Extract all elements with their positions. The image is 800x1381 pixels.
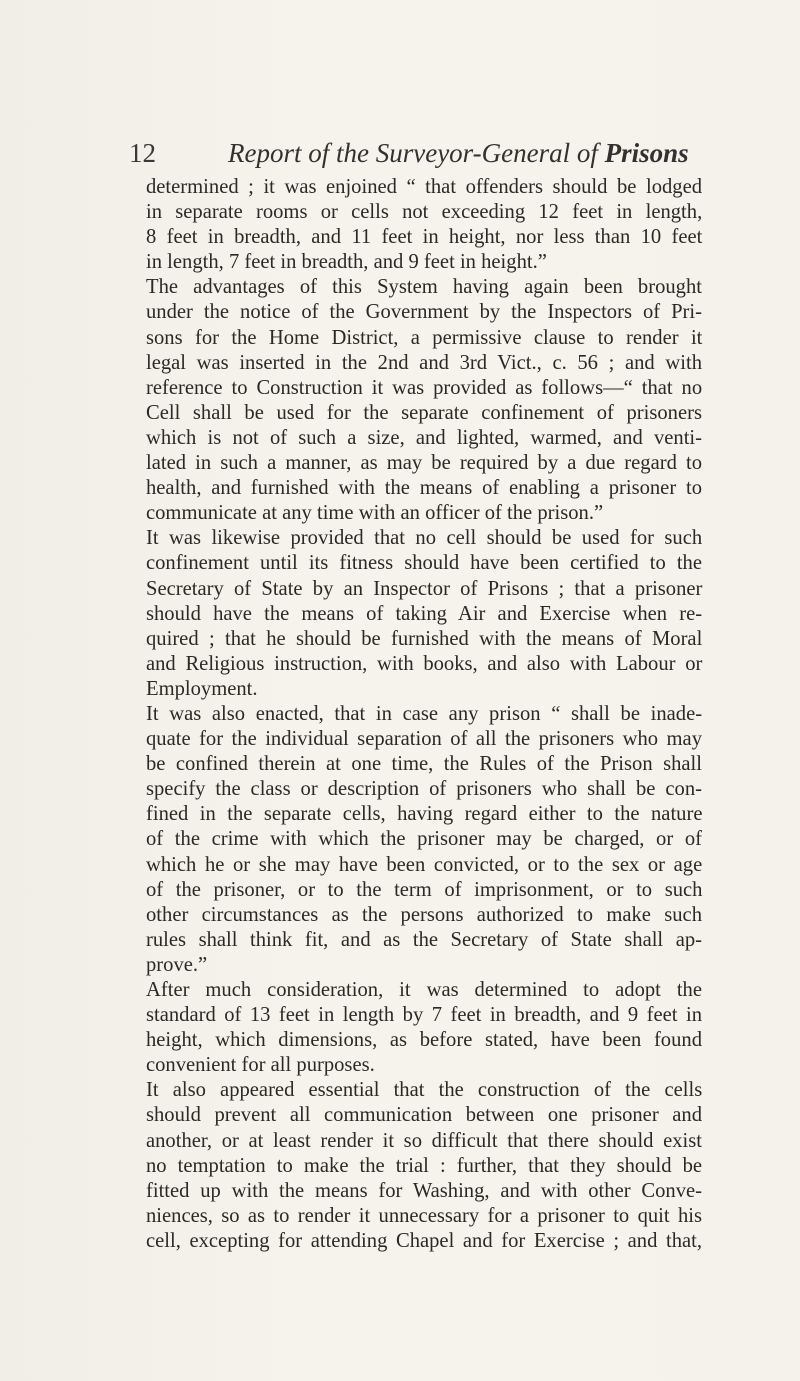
running-head-title: Report of the Surveyor-General of	[228, 138, 605, 168]
text-line: 8 feet in breadth, and 11 feet in height, nor less than 10 feet	[146, 226, 703, 249]
text-line: which he or she may have been convicted, or to the sex or age	[146, 853, 703, 876]
text-line: and Religious instruction, with books, and also with Labour or	[146, 652, 703, 675]
running-head-title-bold: Prisons	[604, 138, 689, 168]
text-line: legal was inserted in the 2nd and 3rd Vict., c. 56 ; and with	[146, 351, 702, 374]
text-line: of the crime with which the prisoner may be charged, or of	[146, 828, 702, 851]
page-header	[0, 136, 800, 170]
text-line: which is not of such a size, and lighted, warmed, and venti-	[146, 426, 702, 449]
text-line: Cell shall be used for the separate confinement of prisoners	[146, 401, 702, 424]
text-line: The advantages of this System having again been brought	[146, 276, 702, 299]
text-line: cell, excepting for attending Chapel and for Exercise ; and that,	[146, 1229, 702, 1252]
text-line: in separate rooms or cells not exceeding 12 feet in length,	[146, 201, 703, 224]
page-number: 12	[129, 138, 156, 168]
text-line: of the prisoner, or to the term of imprisonment, or to such	[146, 878, 703, 901]
text-line: sons for the Home District, a permissive clause to render it	[146, 326, 703, 349]
text-line: quate for the individual separation of all the prisoners who may	[146, 728, 702, 751]
running-head	[228, 136, 689, 170]
text-line: specify the class or description of prisoners who shall be con-	[146, 778, 702, 801]
text-line: standard of 13 feet in length by 7 feet in breadth, and 9 feet in	[146, 1004, 702, 1027]
text-line: another, or at least render it so difficult that there should exist	[146, 1129, 702, 1152]
text-line: be confined therein at one time, the Rules of the Prison shall	[146, 753, 702, 776]
text-line: quired ; that he should be furnished with the means of Moral	[146, 627, 703, 650]
body-text	[146, 175, 702, 1254]
text-line: confinement until its fitness should have been certified to the	[146, 552, 702, 575]
text-line: Secretary of State by an Inspector of Prisons ; that a prisoner	[146, 577, 703, 600]
text-line: no temptation to make the trial : further, that they should be	[146, 1154, 703, 1177]
text-line: After much consideration, it was determined to adopt the	[146, 979, 702, 1001]
text-line: rules shall think fit, and as the Secretary of State shall ap-	[146, 928, 702, 951]
text-line: fitted up with the means for Washing, and with other Conve-	[146, 1179, 702, 1202]
text-line: It was also enacted, that in case any prison “ shall be inade-	[146, 702, 703, 725]
text-line: height, which dimensions, as before stated, have been found	[146, 1029, 702, 1052]
text-line: prove.”	[146, 953, 208, 976]
text-line: fined in the separate cells, having regard either to the nature	[146, 803, 703, 826]
text-line: It was likewise provided that no cell should be used for such	[146, 527, 703, 550]
text-line: determined ; it was enjoined “ that offenders should be lodged	[146, 176, 703, 198]
text-line: reference to Construction it was provided as follows—“ that no	[146, 376, 703, 399]
text-line: niences, so as to render it unnecessary for a prisoner to quit his	[146, 1204, 702, 1227]
text-line: health, and furnished with the means of enabling a prisoner to	[146, 477, 702, 500]
text-line: should prevent all communication between one prisoner and	[146, 1104, 702, 1127]
text-line: under the notice of the Government by the Inspectors of Pri-	[146, 301, 702, 324]
text-line: other circumstances as the persons authorized to make such	[146, 903, 702, 926]
text-line: in length, 7 feet in breadth, and 9 feet in height.”	[146, 251, 547, 274]
text-line: communicate at any time with an officer of the prison.”	[146, 502, 604, 525]
text-line: lated in such a manner, as may be required by a due regard to	[146, 452, 702, 475]
text-line: Employment.	[146, 677, 258, 700]
text-line: convenient for all purposes.	[146, 1054, 375, 1077]
text-line: should have the means of taking Air and Exercise when re-	[146, 602, 703, 625]
text-line: It also appeared essential that the construction of the cells	[146, 1079, 703, 1102]
